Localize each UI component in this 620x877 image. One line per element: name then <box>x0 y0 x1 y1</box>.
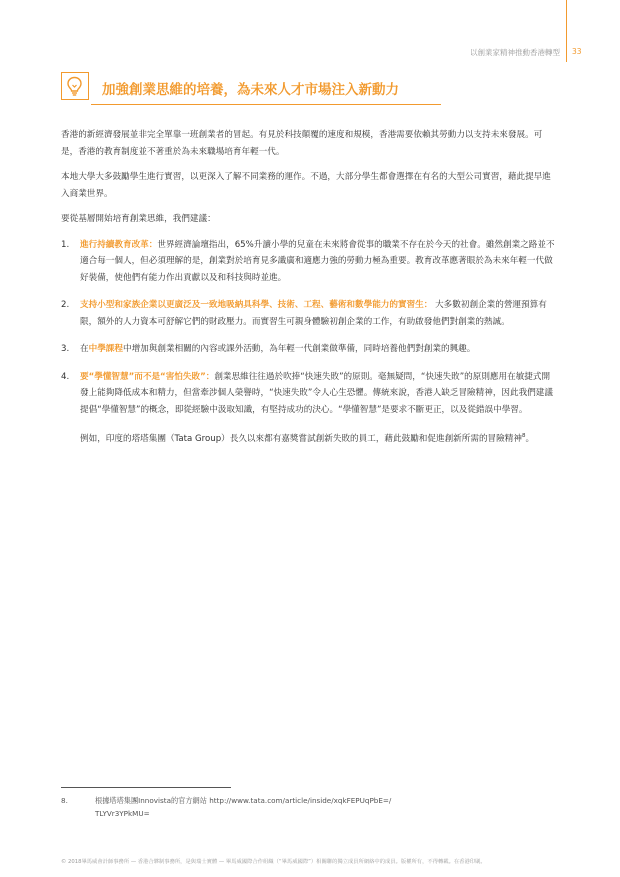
paragraph: 要從基層開始培育創業思維，我們建議： <box>61 214 216 224</box>
list-item <box>61 237 558 287</box>
example-text: 例如，印度的塔塔集團（Tata Group）長久以來都有嘉獎嘗試創新失敗的員工，藉此鼓勵和促進創新所需的冒險精神 <box>80 433 522 444</box>
item-text: 大多數初創企業的營運預算有限，額外的人力資本可舒解它們的財政壓力。而實習生可親身體驗初創企業的工作，有助啟發他們對創業的熱誠。 <box>80 300 547 327</box>
section-icon-frame <box>61 72 89 100</box>
list-number: 2. <box>61 300 70 310</box>
highlight-text: 中學課程 <box>88 344 123 354</box>
body-text <box>61 127 558 458</box>
footnote-ref: 8 <box>521 433 526 439</box>
list-item <box>61 297 558 330</box>
item-text: 創業思維往往過於吹捧“快速失敗”的原則。毫無疑問，“快速失敗”的原則應用在敏捷式開發上能夠降低成本和精力，但當牽涉個人榮譽時，“快速失敗”令人心生恐懼。傳統來說，香港人缺乏冒險精神，因此我們建議提倡“學懂智慧”的概念，即從經驗中汲取知識，有堅持成功的決心。“學懂智慧”是要求不斷更正，以及從錯誤中學習。 <box>80 371 553 415</box>
list-item <box>61 341 558 358</box>
header-divider <box>566 0 567 62</box>
example-end: 。 <box>525 433 535 444</box>
footnote <box>61 794 391 820</box>
list-number: 4. <box>61 371 70 382</box>
example-paragraph <box>80 428 558 447</box>
footnote-line: TLYVr3YPkMU= <box>95 809 150 818</box>
item-prefix: 在 <box>80 344 89 354</box>
footnote-line: 根據塔塔集團Innovista的官方網站 http://www.tata.com/article/inside/xqkFEPUqPbE=/ <box>95 796 392 805</box>
item-text: 世界經濟論壇指出，65%升讀小學的兒童在未來將會從事的職業不存在於今天的社會。雖然創業之路並不適合每一個人，但必須理解的是，創業對於培育見多識廣和適應力強的勞動力極為重要。教育改革應著眼於為未來年輕一代做好裝備，使他們有能力作出貢獻以及和科技與時並進。 <box>80 239 555 283</box>
list-number: 3. <box>61 344 70 354</box>
lightbulb-icon <box>66 76 83 96</box>
page-number: 33 <box>572 47 582 56</box>
running-title: 以創業家精神推動香港轉型 <box>470 48 560 57</box>
list-item <box>61 369 558 448</box>
item-text: 中增加與創業相關的內容或課外活動，為年輕一代創業做準備，同時培養他們對創業的興趣。 <box>123 344 476 354</box>
footnote-number: 8. <box>61 796 68 805</box>
section-underline <box>91 104 441 105</box>
copyright-footer: © 2018畢馬威會計師事務所 — 香港合夥制事務所，是與瑞士實體 — 畢馬威國際合作組織（“畢馬威國際”）相關聯的獨立成員所網絡中的成員。版權所有，不得轉載。在香港印刷。 <box>61 859 486 865</box>
footnote-divider <box>61 787 231 788</box>
highlight-text: 要“學懂智慧”而不是“害怕失敗”： <box>80 371 215 382</box>
highlight-text: 進行持續教育改革： <box>80 239 158 250</box>
paragraph: 香港的新經濟發展並非完全單靠一班創業者的冒起。有見於科技顛覆的速度和規模，香港需要依賴其勞動力以支持未來發展。可是，香港的教育制度並不著重於為未來職場培育年輕一代。 <box>61 130 543 157</box>
section-title: 加強創業思維的培養，為未來人才市場注入新動力 <box>102 82 399 98</box>
list-number: 1. <box>61 239 70 250</box>
highlight-text: 支持小型和家族企業以更廣泛及一致地吸納具科學、技術、工程、藝術和數學能力的實習生： <box>80 300 433 310</box>
recommendation-list <box>61 237 558 448</box>
paragraph: 本地大學大多鼓勵學生進行實習，以更深入了解不同業務的運作。不過，大部分學生都會選擇在有名的大型公司實習，藉此提早進入商業世界。 <box>61 172 551 199</box>
